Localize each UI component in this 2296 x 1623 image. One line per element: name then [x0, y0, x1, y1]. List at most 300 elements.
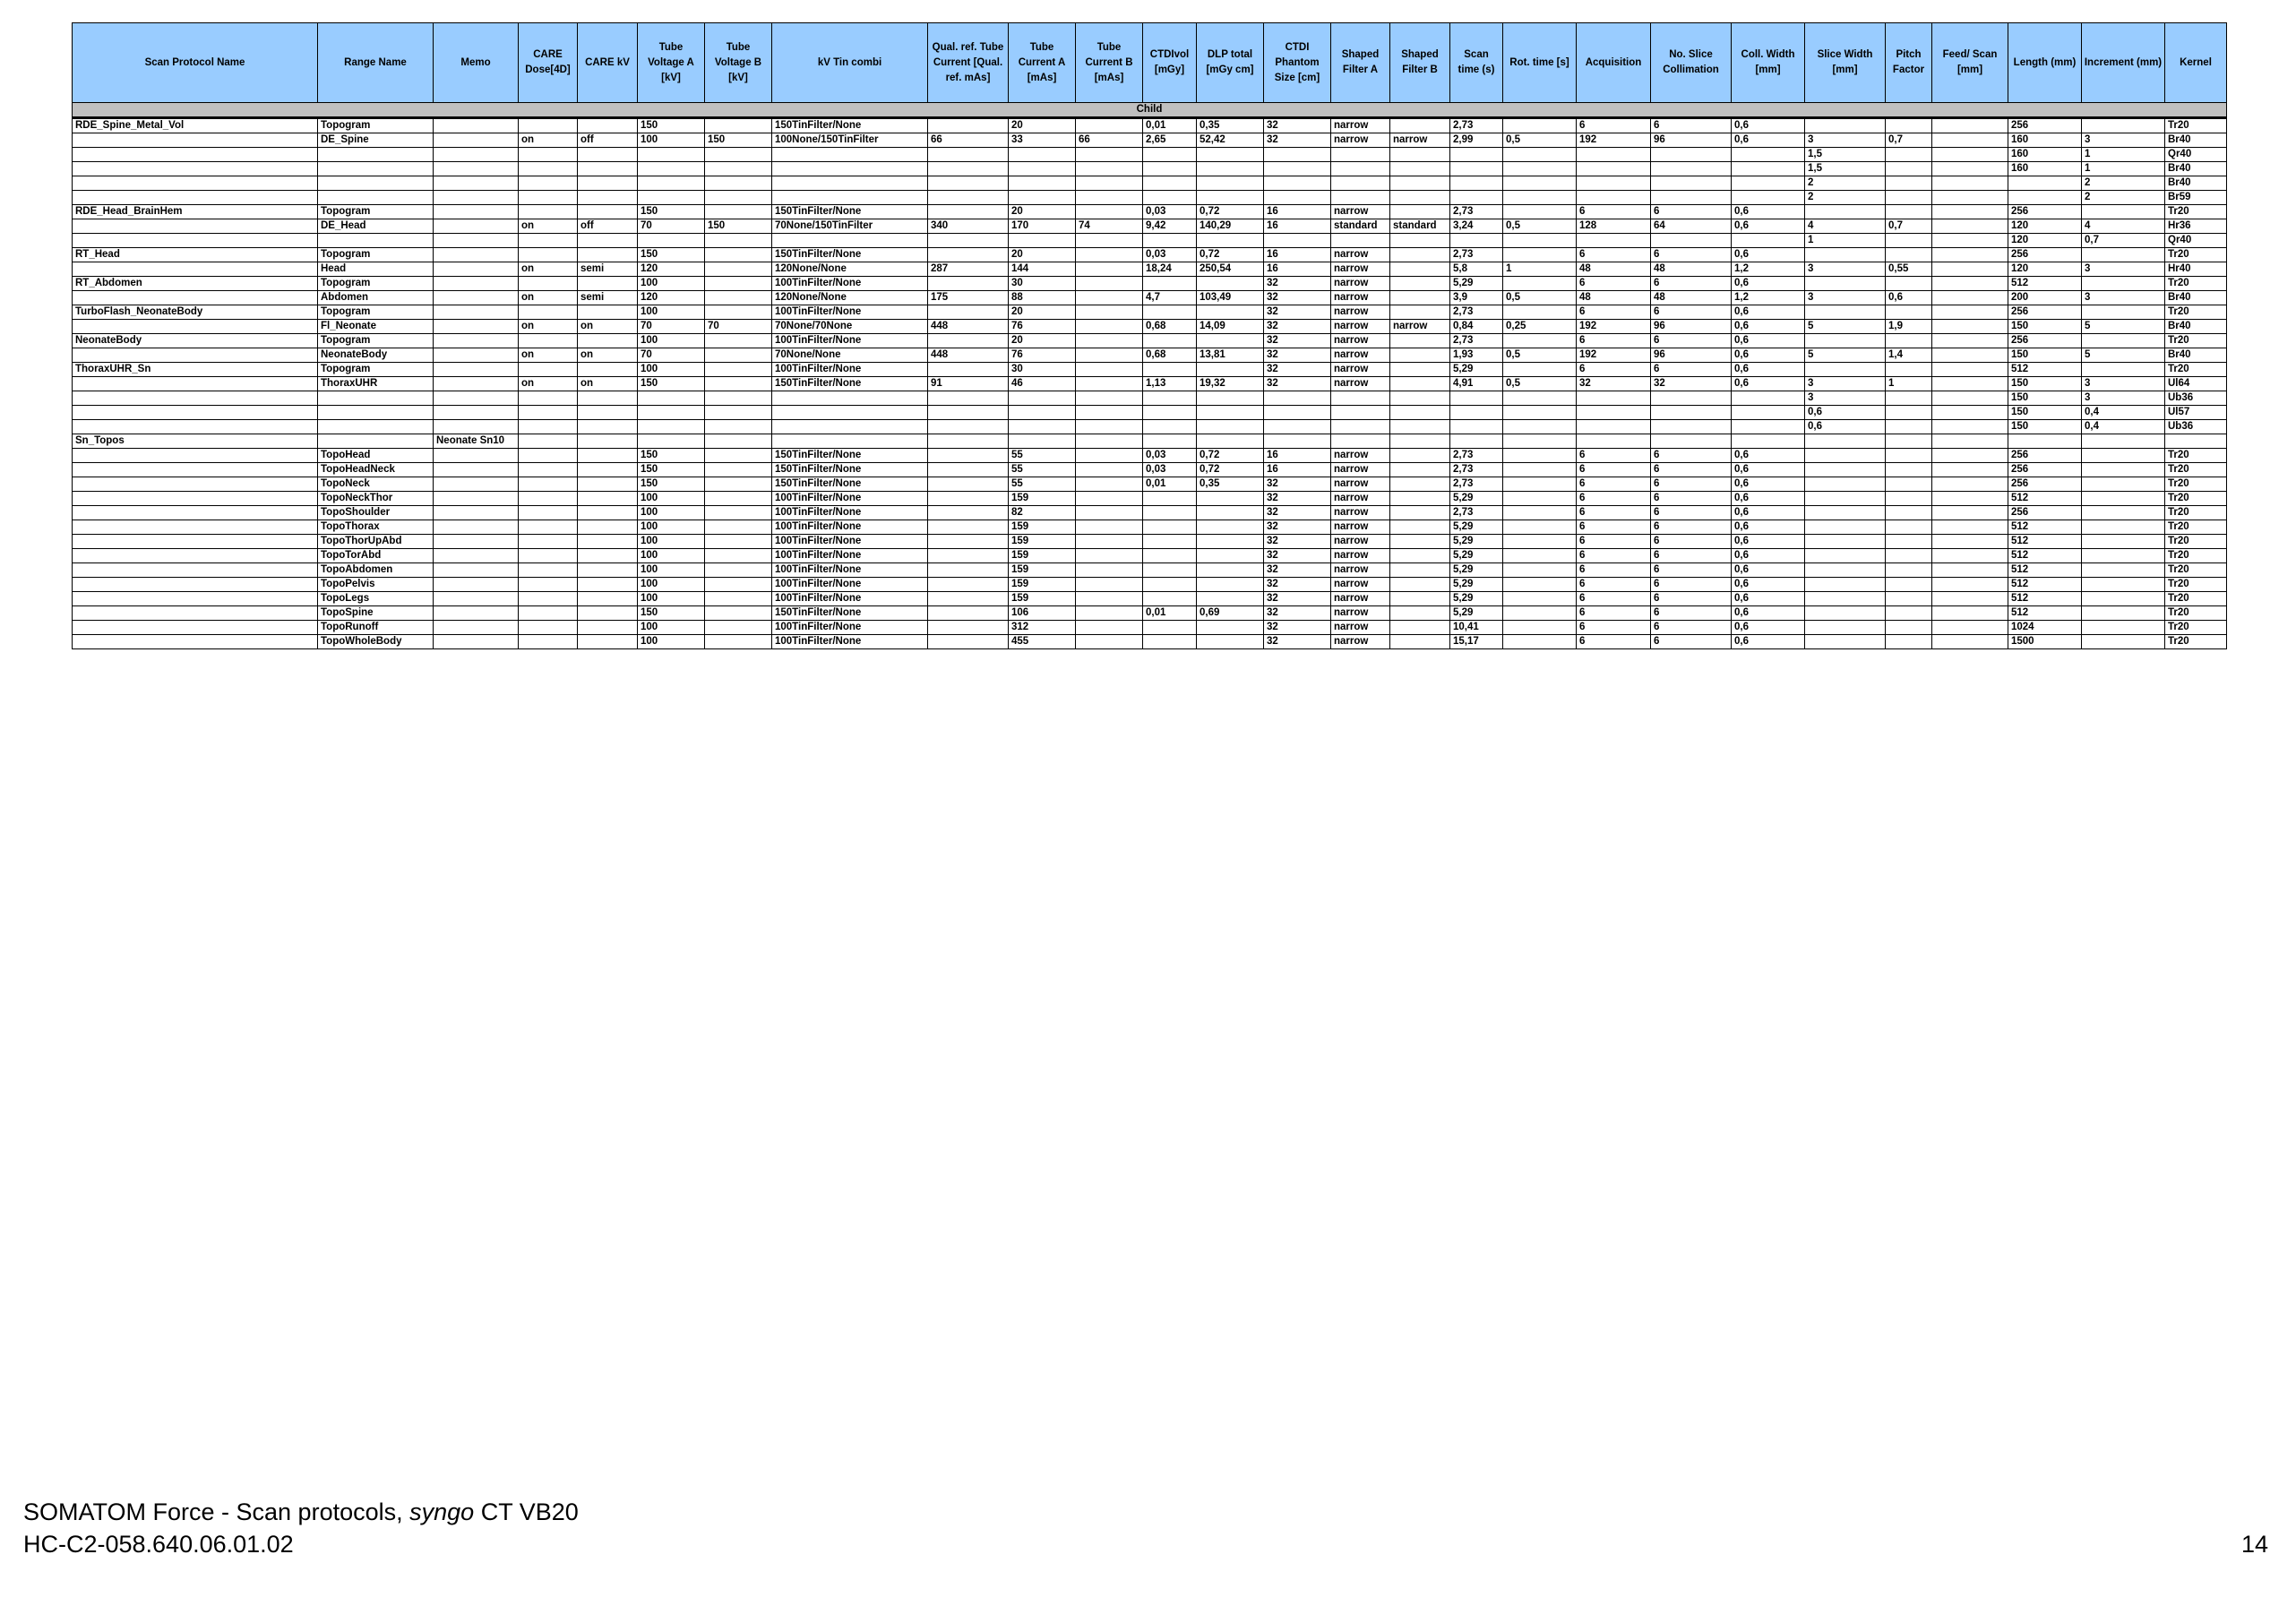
table-cell — [1805, 535, 1886, 549]
table-cell — [1503, 549, 1577, 563]
table-cell: 6 — [1651, 449, 1732, 463]
table-cell: 1,4 — [1886, 348, 1932, 363]
table-cell: Ub36 — [2165, 391, 2227, 406]
footer-document-number: HC-C2-058.640.06.01.02 — [23, 1531, 294, 1558]
table-cell — [1886, 549, 1932, 563]
table-cell: 0,6 — [1886, 291, 1932, 305]
table-cell — [578, 635, 638, 649]
table-cell: 3 — [2082, 391, 2165, 406]
table-cell: 66 — [928, 133, 1009, 148]
table-cell: 0,5 — [1503, 291, 1577, 305]
table-row — [73, 234, 2227, 248]
table-cell — [1886, 520, 1932, 535]
table-cell: Tr20 — [2165, 535, 2227, 549]
table-cell — [705, 449, 772, 463]
table-cell — [1264, 148, 1331, 162]
table-cell — [578, 420, 638, 434]
table-cell: 20 — [1009, 334, 1076, 348]
table-cell: TopoWholeBody — [318, 635, 434, 649]
table-cell: 100 — [638, 492, 705, 506]
table-cell — [705, 535, 772, 549]
table-cell — [578, 449, 638, 463]
table-cell: off — [578, 219, 638, 234]
table-cell — [1390, 621, 1450, 635]
table-cell — [1076, 535, 1143, 549]
table-cell: 1,5 — [1805, 162, 1886, 176]
table-cell — [578, 277, 638, 291]
table-cell: 120 — [638, 262, 705, 277]
table-cell: 0,5 — [1503, 377, 1577, 391]
table-row — [73, 635, 2227, 649]
table-cell: 160 — [2008, 162, 2082, 176]
table-cell: on — [519, 219, 578, 234]
table-cell — [772, 391, 928, 406]
table-cell — [928, 248, 1009, 262]
table-cell — [519, 248, 578, 262]
table-cell — [1076, 162, 1143, 176]
table-cell — [519, 492, 578, 506]
table-cell: 3 — [1805, 377, 1886, 391]
table-cell — [772, 434, 928, 449]
table-cell — [705, 291, 772, 305]
table-cell: 150 — [638, 477, 705, 492]
table-cell: 32 — [1264, 277, 1331, 291]
table-cell: 159 — [1009, 592, 1076, 606]
table-cell — [1886, 234, 1932, 248]
table-cell: 96 — [1651, 348, 1732, 363]
table-cell — [1390, 348, 1450, 363]
table-cell: 4 — [1805, 219, 1886, 234]
table-cell — [1651, 148, 1732, 162]
table-cell: on — [578, 377, 638, 391]
table-cell — [1503, 592, 1577, 606]
table-cell — [772, 191, 928, 205]
table-cell — [928, 391, 1009, 406]
column-header: kV Tin combi — [772, 23, 928, 103]
table-cell: 6 — [1651, 477, 1732, 492]
table-cell — [1932, 434, 2008, 449]
table-cell: 159 — [1009, 492, 1076, 506]
table-cell: narrow — [1331, 463, 1390, 477]
table-cell: narrow — [1390, 320, 1450, 334]
table-cell: 32 — [1264, 520, 1331, 535]
table-cell: 100TinFilter/None — [772, 578, 928, 592]
footer-title-prefix: SOMATOM Force - Scan protocols, — [23, 1498, 410, 1525]
table-cell: 52,42 — [1197, 133, 1264, 148]
table-cell — [1076, 334, 1143, 348]
table-cell: 5,29 — [1450, 277, 1503, 291]
table-cell: 0,03 — [1143, 248, 1197, 262]
table-cell: 32 — [1264, 320, 1331, 334]
table-cell — [1805, 578, 1886, 592]
table-cell — [1932, 463, 2008, 477]
table-cell — [1932, 118, 2008, 133]
table-cell — [1886, 592, 1932, 606]
table-cell — [73, 234, 318, 248]
table-cell — [434, 176, 519, 191]
table-cell — [638, 148, 705, 162]
table-cell: 6 — [1651, 563, 1732, 578]
table-cell — [519, 420, 578, 434]
table-cell — [318, 234, 434, 248]
table-cell — [1143, 592, 1197, 606]
table-cell — [1932, 133, 2008, 148]
table-cell: 6 — [1577, 635, 1651, 649]
table-cell: 120 — [2008, 234, 2082, 248]
table-cell — [1932, 176, 2008, 191]
table-row — [73, 205, 2227, 219]
table-cell — [1886, 391, 1932, 406]
table-cell: 0,6 — [1732, 133, 1805, 148]
table-cell — [1732, 176, 1805, 191]
table-cell — [1805, 277, 1886, 291]
table-cell — [434, 219, 519, 234]
table-cell: 91 — [928, 377, 1009, 391]
table-cell — [2082, 334, 2165, 348]
table-cell: 3,9 — [1450, 291, 1503, 305]
table-cell: 192 — [1577, 320, 1651, 334]
table-cell: 100 — [638, 549, 705, 563]
table-row — [73, 449, 2227, 463]
table-cell — [1577, 148, 1651, 162]
table-cell: 100TinFilter/None — [772, 635, 928, 649]
table-cell — [1577, 406, 1651, 420]
table-cell — [2082, 463, 2165, 477]
table-cell: Tr20 — [2165, 363, 2227, 377]
table-cell — [434, 348, 519, 363]
table-cell — [578, 334, 638, 348]
table-cell — [434, 262, 519, 277]
table-cell: 0,6 — [1732, 506, 1805, 520]
table-cell: 6 — [1577, 477, 1651, 492]
table-cell — [1197, 305, 1264, 320]
table-cell — [705, 334, 772, 348]
table-cell: 32 — [1264, 118, 1331, 133]
table-cell — [705, 148, 772, 162]
table-cell — [1390, 606, 1450, 621]
table-cell: TopoHeadNeck — [318, 463, 434, 477]
table-cell — [578, 148, 638, 162]
table-cell — [434, 205, 519, 219]
table-cell — [1197, 191, 1264, 205]
table-cell: 6 — [1577, 492, 1651, 506]
column-header: Shaped Filter B — [1390, 23, 1450, 103]
table-cell: Qr40 — [2165, 148, 2227, 162]
table-cell — [1932, 248, 2008, 262]
table-cell — [1143, 635, 1197, 649]
column-header: Feed/ Scan [mm] — [1932, 23, 2008, 103]
table-cell: narrow — [1331, 492, 1390, 506]
table-cell — [434, 377, 519, 391]
table-cell: 5,29 — [1450, 563, 1503, 578]
table-cell: 0,35 — [1197, 118, 1264, 133]
table-cell — [1076, 563, 1143, 578]
table-cell — [1732, 162, 1805, 176]
table-cell — [1886, 506, 1932, 520]
table-cell: 32 — [1577, 377, 1651, 391]
table-cell: 144 — [1009, 262, 1076, 277]
table-cell: 6 — [1651, 592, 1732, 606]
table-cell — [928, 606, 1009, 621]
table-cell — [318, 434, 434, 449]
table-cell — [705, 118, 772, 133]
table-cell — [1932, 162, 2008, 176]
table-cell — [1732, 420, 1805, 434]
table-cell: 66 — [1076, 133, 1143, 148]
table-cell: 150TinFilter/None — [772, 205, 928, 219]
column-header: Slice Width [mm] — [1805, 23, 1886, 103]
table-cell — [1577, 420, 1651, 434]
table-cell: Topogram — [318, 118, 434, 133]
table-cell: 192 — [1577, 133, 1651, 148]
table-cell: 200 — [2008, 291, 2082, 305]
table-cell — [1932, 234, 2008, 248]
table-cell — [1503, 520, 1577, 535]
table-cell — [1805, 434, 1886, 449]
table-cell: 33 — [1009, 133, 1076, 148]
table-cell: 512 — [2008, 563, 2082, 578]
table-row — [73, 148, 2227, 162]
table-cell — [1886, 334, 1932, 348]
table-cell — [2082, 535, 2165, 549]
table-cell — [1932, 305, 2008, 320]
table-cell — [318, 191, 434, 205]
table-cell: 2 — [2082, 176, 2165, 191]
table-cell — [1886, 635, 1932, 649]
table-cell: 3 — [1805, 391, 1886, 406]
table-cell: 0,6 — [1732, 305, 1805, 320]
table-cell — [1076, 592, 1143, 606]
table-cell — [705, 563, 772, 578]
table-cell: 256 — [2008, 248, 2082, 262]
table-cell — [2082, 549, 2165, 563]
table-cell — [434, 492, 519, 506]
table-cell — [73, 133, 318, 148]
table-cell — [1076, 463, 1143, 477]
table-cell: 0,55 — [1886, 262, 1932, 277]
table-cell: 32 — [1264, 348, 1331, 363]
table-row — [73, 162, 2227, 176]
table-cell — [578, 621, 638, 635]
table-cell: 100 — [638, 363, 705, 377]
table-cell: 6 — [1651, 205, 1732, 219]
table-cell: 32 — [1264, 133, 1331, 148]
table-cell: 5,29 — [1450, 520, 1503, 535]
table-cell: narrow — [1331, 449, 1390, 463]
table-cell — [73, 592, 318, 606]
table-cell — [578, 506, 638, 520]
table-cell — [705, 477, 772, 492]
table-cell — [519, 334, 578, 348]
table-cell — [73, 477, 318, 492]
table-cell: 0,25 — [1503, 320, 1577, 334]
table-cell — [2082, 477, 2165, 492]
table-cell — [1886, 118, 1932, 133]
table-cell — [928, 234, 1009, 248]
table-cell — [519, 391, 578, 406]
table-cell: Br59 — [2165, 191, 2227, 205]
table-cell: 5,29 — [1450, 535, 1503, 549]
table-cell — [578, 463, 638, 477]
table-row — [73, 420, 2227, 434]
table-cell: Tr20 — [2165, 621, 2227, 635]
table-cell: 512 — [2008, 520, 2082, 535]
table-cell: 106 — [1009, 606, 1076, 621]
table-cell — [1577, 176, 1651, 191]
table-cell — [434, 578, 519, 592]
table-cell — [1197, 549, 1264, 563]
table-cell — [638, 191, 705, 205]
table-cell: 1 — [2082, 162, 2165, 176]
table-cell — [928, 635, 1009, 649]
table-cell: 6 — [1651, 635, 1732, 649]
table-cell — [705, 406, 772, 420]
table-cell — [1503, 606, 1577, 621]
table-cell: 30 — [1009, 363, 1076, 377]
table-cell: narrow — [1331, 248, 1390, 262]
table-cell — [1390, 363, 1450, 377]
table-cell: 6 — [1651, 118, 1732, 133]
table-cell — [1503, 420, 1577, 434]
table-cell — [1503, 148, 1577, 162]
table-cell — [578, 549, 638, 563]
table-cell: 16 — [1264, 248, 1331, 262]
table-cell: 6 — [1577, 535, 1651, 549]
table-cell: 32 — [1264, 592, 1331, 606]
table-cell — [434, 563, 519, 578]
table-row — [73, 291, 2227, 305]
column-header: CARE Dose[4D] — [519, 23, 578, 103]
table-cell — [434, 549, 519, 563]
table-cell — [434, 363, 519, 377]
table-cell: 120 — [2008, 219, 2082, 234]
table-cell: Topogram — [318, 305, 434, 320]
table-cell — [705, 277, 772, 291]
table-cell: Tr20 — [2165, 563, 2227, 578]
table-cell: Ul57 — [2165, 406, 2227, 420]
table-cell — [638, 406, 705, 420]
table-cell — [1503, 205, 1577, 219]
table-cell — [318, 176, 434, 191]
table-cell: 6 — [1577, 606, 1651, 621]
table-cell: Br40 — [2165, 291, 2227, 305]
table-cell — [2082, 621, 2165, 635]
table-cell — [434, 449, 519, 463]
table-cell: 150 — [638, 118, 705, 133]
table-cell — [1932, 621, 2008, 635]
table-cell: 0,6 — [1732, 277, 1805, 291]
table-cell — [519, 305, 578, 320]
table-cell: 0,6 — [1732, 363, 1805, 377]
table-cell — [1886, 477, 1932, 492]
table-cell — [705, 248, 772, 262]
table-cell — [1143, 334, 1197, 348]
table-cell — [2082, 449, 2165, 463]
table-row — [73, 563, 2227, 578]
table-cell: 120 — [2008, 262, 2082, 277]
table-cell: 5 — [1805, 320, 1886, 334]
table-cell — [1197, 176, 1264, 191]
table-cell: 0,6 — [1732, 578, 1805, 592]
table-cell: 6 — [1577, 463, 1651, 477]
table-cell: 159 — [1009, 520, 1076, 535]
table-cell — [1076, 420, 1143, 434]
table-cell: 0,6 — [1732, 606, 1805, 621]
table-row — [73, 348, 2227, 363]
table-cell — [1932, 334, 2008, 348]
table-cell: 20 — [1009, 205, 1076, 219]
table-cell — [434, 621, 519, 635]
table-cell: 455 — [1009, 635, 1076, 649]
table-cell — [1805, 549, 1886, 563]
table-cell — [928, 492, 1009, 506]
table-cell — [1390, 434, 1450, 449]
table-cell — [434, 520, 519, 535]
table-cell — [1805, 363, 1886, 377]
table-row — [73, 621, 2227, 635]
table-cell — [434, 391, 519, 406]
column-header: DLP total [mGy cm] — [1197, 23, 1264, 103]
table-cell — [519, 277, 578, 291]
column-header: No. Slice Collimation — [1651, 23, 1732, 103]
table-cell — [1932, 363, 2008, 377]
table-cell — [705, 578, 772, 592]
table-cell — [1197, 506, 1264, 520]
table-cell: 5,29 — [1450, 492, 1503, 506]
table-cell — [1886, 463, 1932, 477]
table-cell — [1076, 305, 1143, 320]
column-header: Tube Current A [mAs] — [1009, 23, 1076, 103]
column-header: Scan time (s) — [1450, 23, 1503, 103]
table-cell: 1024 — [2008, 621, 2082, 635]
table-cell: 150 — [638, 449, 705, 463]
table-cell: 100TinFilter/None — [772, 277, 928, 291]
table-row — [73, 305, 2227, 320]
table-cell: 100 — [638, 305, 705, 320]
table-cell — [1390, 506, 1450, 520]
table-cell — [1390, 148, 1450, 162]
table-cell — [434, 635, 519, 649]
table-cell — [772, 406, 928, 420]
table-cell: narrow — [1390, 133, 1450, 148]
table-cell — [519, 205, 578, 219]
table-cell: 32 — [1264, 535, 1331, 549]
table-cell — [1932, 563, 2008, 578]
table-cell — [928, 477, 1009, 492]
table-cell: 192 — [1577, 348, 1651, 363]
table-cell: Tr20 — [2165, 520, 2227, 535]
table-cell — [1390, 449, 1450, 463]
table-row — [73, 506, 2227, 520]
table-cell — [1390, 291, 1450, 305]
column-header: Shaped Filter A — [1331, 23, 1390, 103]
table-cell: 20 — [1009, 305, 1076, 320]
table-cell — [1932, 277, 2008, 291]
table-cell: 150 — [638, 377, 705, 391]
table-cell: TopoAbdomen — [318, 563, 434, 578]
table-cell: 256 — [2008, 506, 2082, 520]
table-cell — [1143, 520, 1197, 535]
table-cell — [2082, 248, 2165, 262]
table-cell — [928, 205, 1009, 219]
table-cell — [1503, 635, 1577, 649]
table-cell — [1076, 234, 1143, 248]
table-cell — [1143, 621, 1197, 635]
table-cell: 96 — [1651, 320, 1732, 334]
table-cell — [1197, 520, 1264, 535]
table-cell — [928, 535, 1009, 549]
table-cell: 6 — [1577, 363, 1651, 377]
